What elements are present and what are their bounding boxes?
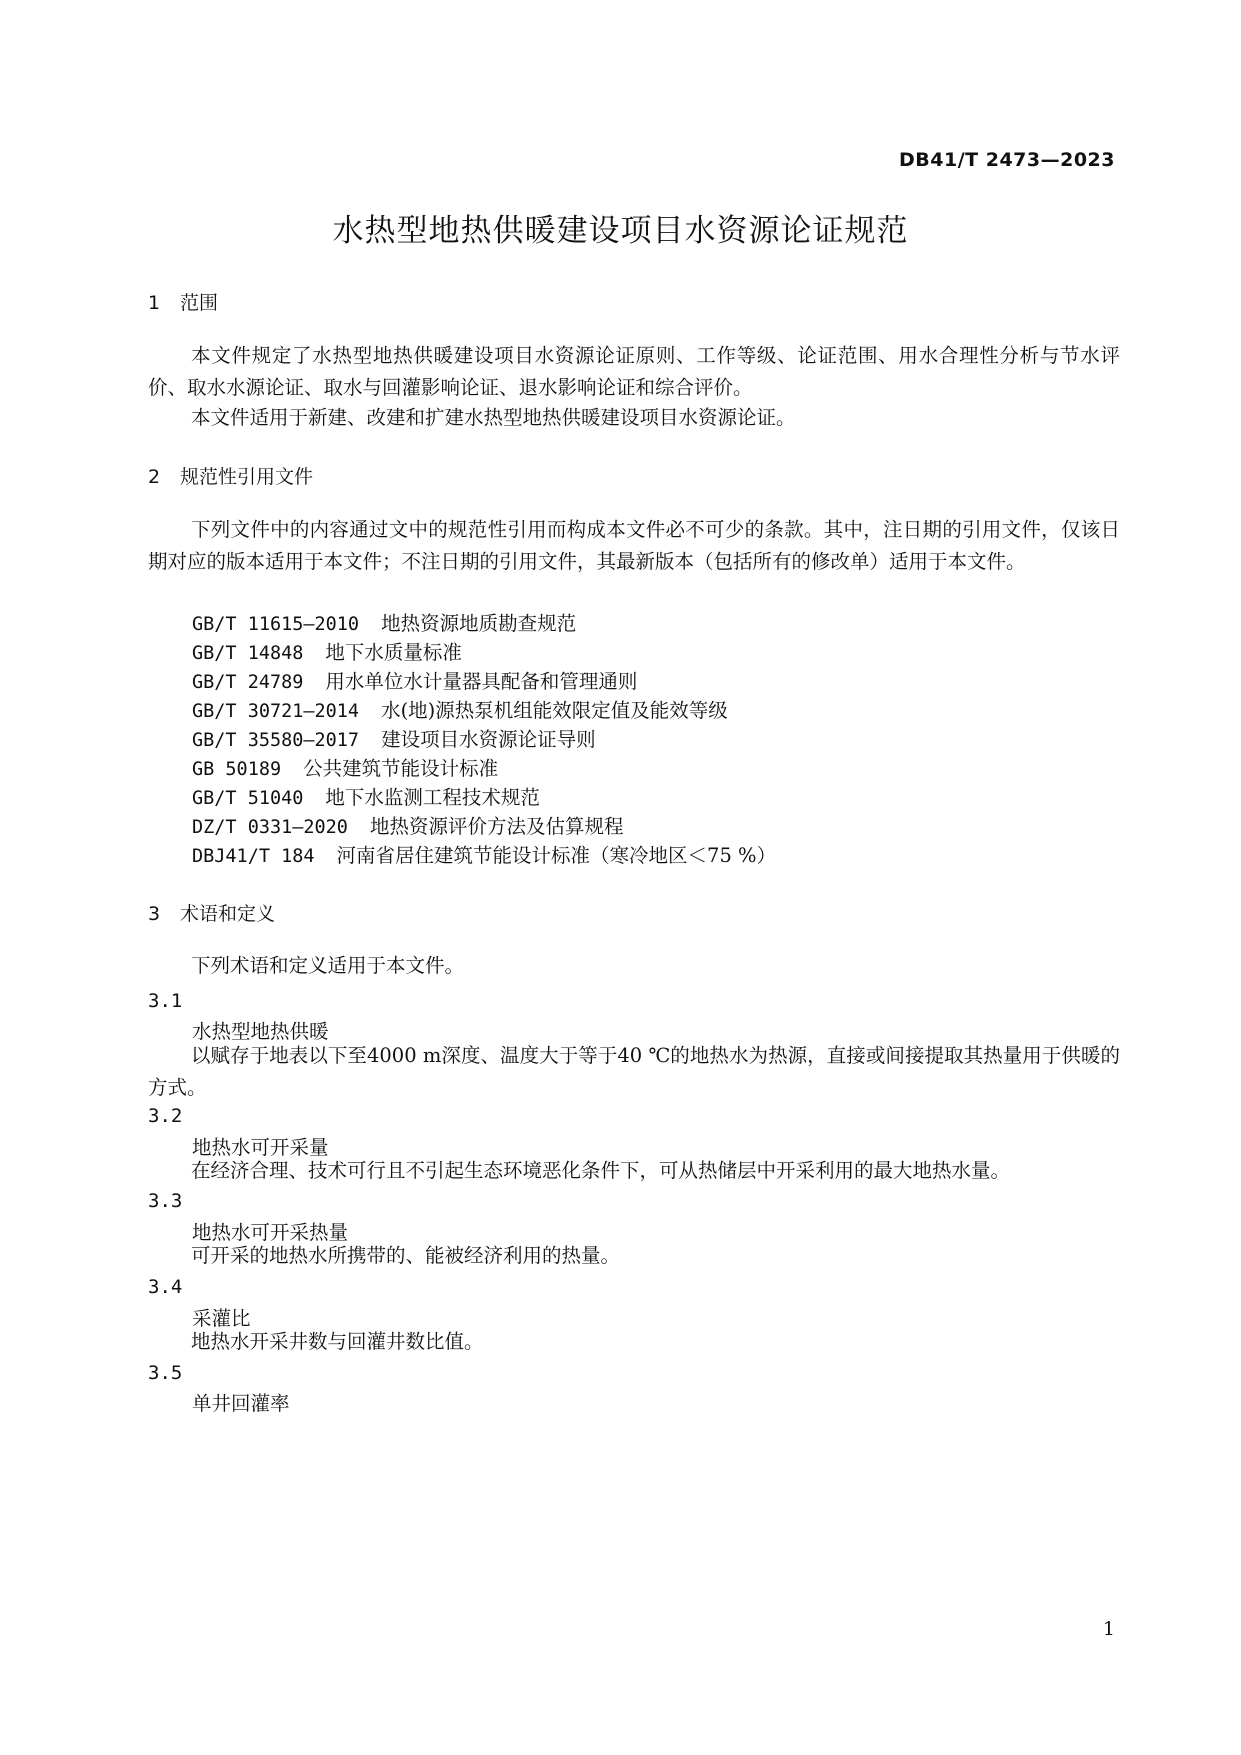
reference-code: DBJ41/T 184 [192, 846, 315, 867]
term-definition: 以赋存于地表以下至4000 m深度、温度大于等于40 ℃的地热水为热源，直接或间接提取其热量用于供暖的方式。 [148, 1044, 1120, 1099]
term-title: 采灌比 [192, 1307, 251, 1330]
section-2-heading [148, 462, 313, 489]
term-title: 单井回灌率 [192, 1392, 290, 1415]
section-title: 术语和定义 [180, 903, 276, 925]
reference-code: GB/T 35580—2017 [192, 730, 360, 751]
reference-name: 地热资源地质勘查规范 [381, 612, 577, 635]
term-definition: 可开采的地热水所携带的、能被经济利用的热量。 [191, 1244, 621, 1267]
section-1-heading [148, 288, 218, 315]
section-number: 2 [148, 466, 161, 488]
section-3-intro: 下列术语和定义适用于本文件。 [191, 954, 465, 977]
section-1-paragraph-1: 本文件规定了水热型地热供暖建设项目水资源论证原则、工作等级、论证范围、用水合理性分析与节水评价、取水水源论证、取水与回灌影响论证、退水影响论证和综合评价。 [148, 344, 1120, 399]
standard-code: DB41/T 2473—2023 [899, 149, 1115, 171]
section-1-paragraph-2: 本文件适用于新建、改建和扩建水热型地热供暖建设项目水资源论证。 [191, 406, 796, 429]
section-title: 范围 [180, 292, 219, 314]
reference-code: GB/T 30721—2014 [192, 701, 360, 722]
reference-item [192, 724, 596, 752]
reference-name: 河南省居住建筑节能设计标准（寒冷地区＜75 %） [336, 844, 777, 867]
term-title: 地热水可开采热量 [192, 1221, 349, 1244]
reference-item [192, 840, 776, 868]
reference-code: DZ/T 0331—2020 [192, 817, 348, 838]
reference-name: 建设项目水资源论证导则 [381, 728, 596, 751]
document-title: 水热型地热供暖建设项目水资源论证规范 [332, 213, 909, 249]
section-title: 规范性引用文件 [180, 466, 314, 488]
reference-name: 地下水监测工程技术规范 [325, 786, 540, 809]
reference-name: 水(地)源热泵机组能效限定值及能效等级 [381, 699, 728, 722]
reference-item [192, 608, 576, 636]
reference-name: 公共建筑节能设计标准 [303, 757, 499, 780]
term-title: 水热型地热供暖 [192, 1020, 329, 1043]
clause-number: 3.3 [148, 1190, 183, 1212]
reference-code: GB/T 24789 [192, 672, 304, 693]
reference-item [192, 666, 637, 694]
reference-code: GB/T 11615—2010 [192, 614, 360, 635]
reference-item [192, 637, 462, 665]
reference-name: 地下水质量标准 [325, 641, 462, 664]
term-definition: 在经济合理、技术可行且不引起生态环境恶化条件下，可从热储层中开采利用的最大地热水量。 [191, 1159, 1011, 1182]
term-title: 地热水可开采量 [192, 1136, 329, 1159]
clause-number: 3.4 [148, 1276, 183, 1298]
reference-name: 地热资源评价方法及估算规程 [369, 815, 624, 838]
reference-code: GB/T 14848 [192, 643, 304, 664]
reference-item [192, 695, 728, 723]
reference-code: GB/T 51040 [192, 788, 304, 809]
reference-item [192, 753, 498, 781]
section-2-intro: 下列文件中的内容通过文中的规范性引用而构成本文件必不可少的条款。其中，注日期的引用文件，仅该日期对应的版本适用于本文件；不注日期的引用文件，其最新版本（包括所有的修改单）适用于本文件。 [148, 518, 1120, 573]
reference-name: 用水单位水计量器具配备和管理通则 [325, 670, 638, 693]
section-3-heading [148, 899, 275, 926]
clause-number: 3.1 [148, 990, 183, 1012]
reference-item [192, 782, 540, 810]
reference-item [192, 811, 623, 839]
clause-number: 3.2 [148, 1105, 183, 1127]
page-number: 1 [1102, 1618, 1115, 1640]
clause-number: 3.5 [148, 1362, 183, 1384]
section-number: 1 [148, 292, 161, 314]
term-definition: 地热水开采井数与回灌井数比值。 [191, 1330, 484, 1353]
reference-code: GB 50189 [192, 759, 282, 780]
section-number: 3 [148, 903, 161, 925]
